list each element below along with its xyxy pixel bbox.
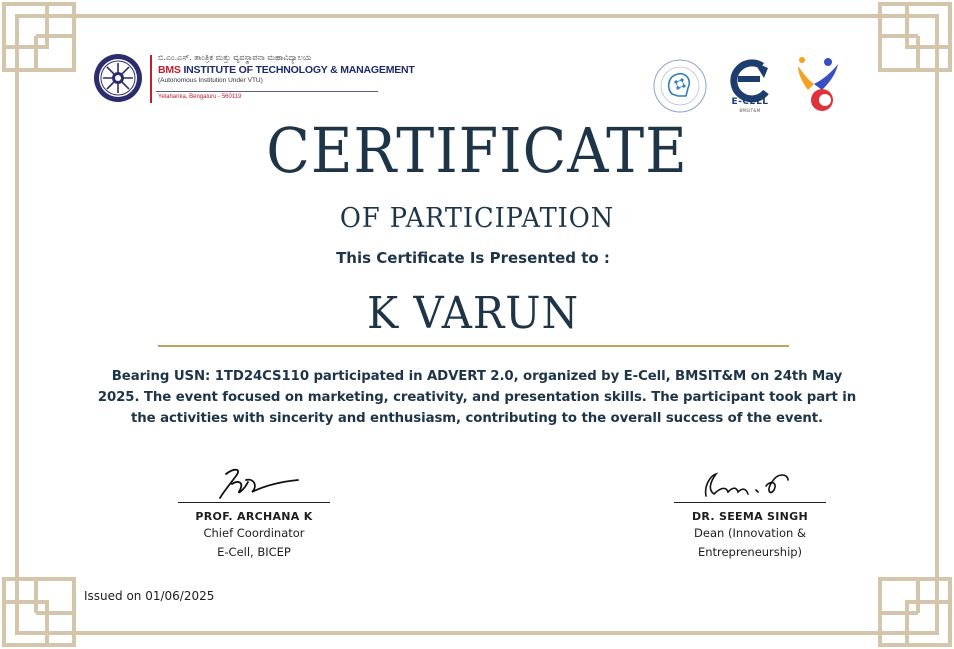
e-cell-label: E-CELL	[731, 97, 769, 107]
institution-kannada-name: ಬಿ.ಎಂ.ಎಸ್. ತಾಂತ್ರಿಕ ಮತ್ತು ವ್ಯವಸ್ಥಾಪನಾ ಮಹಾವಿದ್ಯಾಲಯ	[158, 53, 312, 62]
signatory-left	[174, 460, 334, 561]
institution-rule	[156, 91, 378, 92]
signature-line	[674, 502, 826, 503]
signature-seema	[670, 460, 830, 502]
recipient-underline	[158, 345, 789, 347]
institution-name	[158, 64, 415, 76]
e-cell-sublabel: BMSIT&M	[739, 108, 761, 113]
signatory-role-cont: Entrepreneurship)	[697, 545, 803, 559]
recipient-name: K VARUN	[367, 288, 579, 339]
signature-line	[178, 502, 330, 503]
signatory-role: Chief Coordinator	[203, 526, 305, 540]
bicep-logo	[652, 58, 708, 114]
signatory-name: DR. SEEMA SINGH	[691, 510, 808, 523]
bmsit-seal-logo	[93, 53, 143, 103]
issued-date: Issued on 01/06/2025	[84, 589, 215, 603]
institution-subtitle: (Autonomous Institution Under VTU)	[158, 77, 263, 84]
signatory-right	[670, 460, 830, 561]
certificate-title: CERTIFICATE	[266, 114, 688, 187]
signature-archana	[174, 460, 334, 502]
signatory-org: E-Cell, BICEP	[217, 545, 291, 559]
signatory-name: PROF. ARCHANA K	[195, 510, 313, 523]
institution-name-bms: BMS	[158, 64, 181, 76]
certificate-subtitle: OF PARTICIPATION	[339, 203, 615, 234]
signatory-role: Dean (Innovation &	[694, 526, 806, 540]
institution-name-rest: INSTITUTE OF TECHNOLOGY & MANAGEMENT	[183, 64, 415, 76]
institution-address: Yelahanka, Bengaluru - 560119	[158, 94, 242, 100]
presented-to-label: This Certificate Is Presented to :	[336, 249, 610, 267]
institution-header	[150, 53, 415, 84]
advert-logo	[792, 56, 844, 112]
certificate-body: Bearing USN: 1TD24CS110 participated in ADVERT 2.0, organized by E-Cell, BMSIT&M on 24th May 2025. The event focused on marketing, creativity, and presentation skills. The participant took part in the activities with sincerity and enthusiasm, contributing to the overall success of the event.	[97, 369, 857, 426]
